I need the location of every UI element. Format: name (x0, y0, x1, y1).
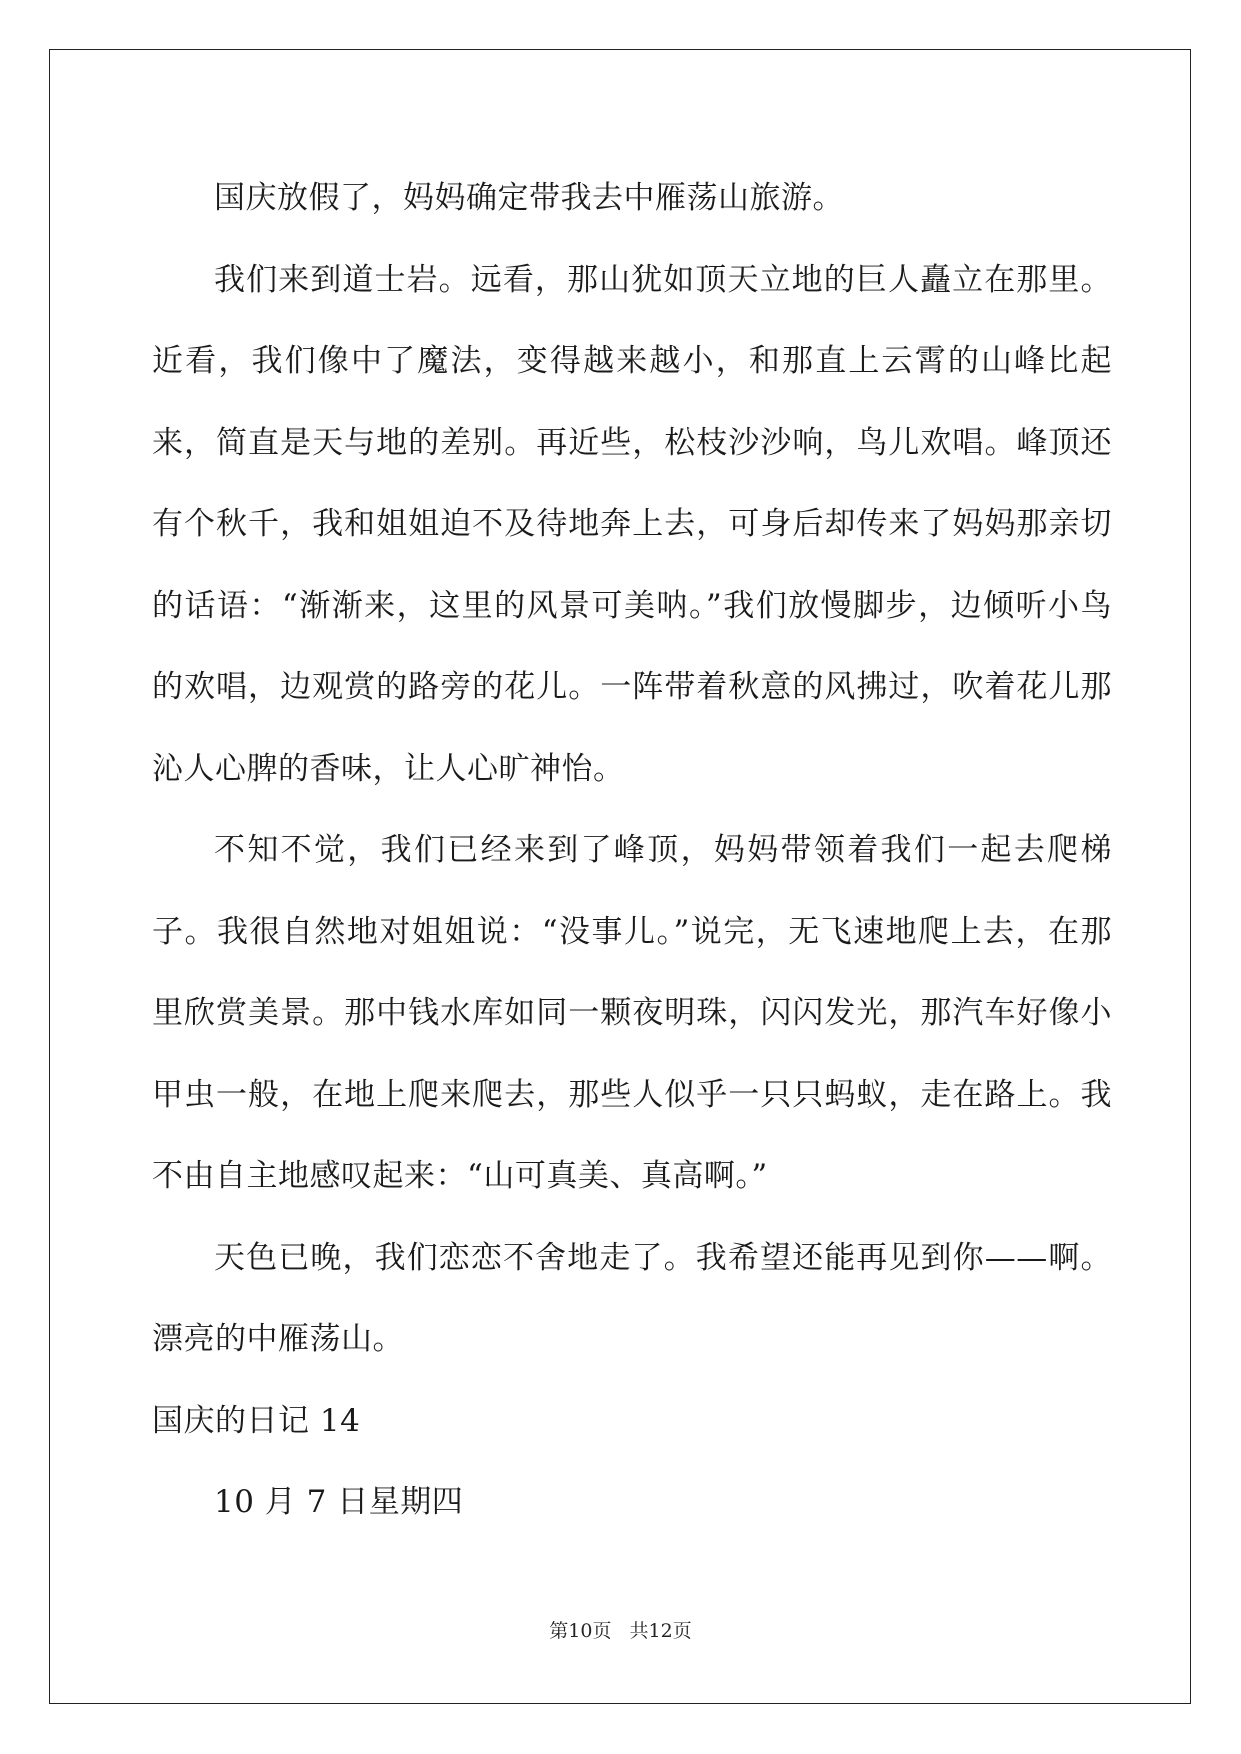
page-footer (0, 1616, 1241, 1643)
diary-date: 10 月 7 日星期四 (214, 1484, 464, 1520)
page-total: 共12页 (629, 1620, 692, 1642)
page-number: 第10页 (549, 1620, 612, 1642)
document-body (152, 158, 1112, 1544)
paragraph-4: 天色已晚，我们恋恋不舍地走了。我希望还能再见到你——啊。漂亮的中雁荡山。 (152, 1239, 1112, 1357)
paragraph-2: 我们来到道士岩。远看，那山犹如顶天立地的巨人矗立在那里。近看，我们像中了魔法，变得越来越小，和那直上云霄的山峰比起来，简直是天与地的差别。再近些，松枝沙沙响，鸟儿欢唱。峰顶还有个秋千，我和姐姐迫不及待地奔上去，可身后却传来了妈妈那亲切的话语：“渐渐来，这里的风景可美呐。”我们放慢脚步，边倾听小鸟的欢唱，边观赏的路旁的花儿。一阵带着秋意的风拂过，吹着花儿那沁人心脾的香味，让人心旷神怡。 (152, 261, 1112, 787)
paragraph-1: 国庆放假了，妈妈确定带我去中雁荡山旅游。 (214, 180, 844, 216)
paragraph-3: 不知不觉，我们已经来到了峰顶，妈妈带领着我们一起去爬梯子。我很自然地对姐姐说：“没事儿。”说完，无飞速地爬上去，在那里欣赏美景。那中钱水库如同一颗夜明珠，闪闪发光，那汽车好像小甲虫一般，在地上爬来爬去，那些人似乎一只只蚂蚁，走在路上。我不由自主地感叹起来：“山可真美、真高啊。” (152, 832, 1112, 1194)
diary-heading: 国庆的日记 14 (152, 1402, 361, 1439)
